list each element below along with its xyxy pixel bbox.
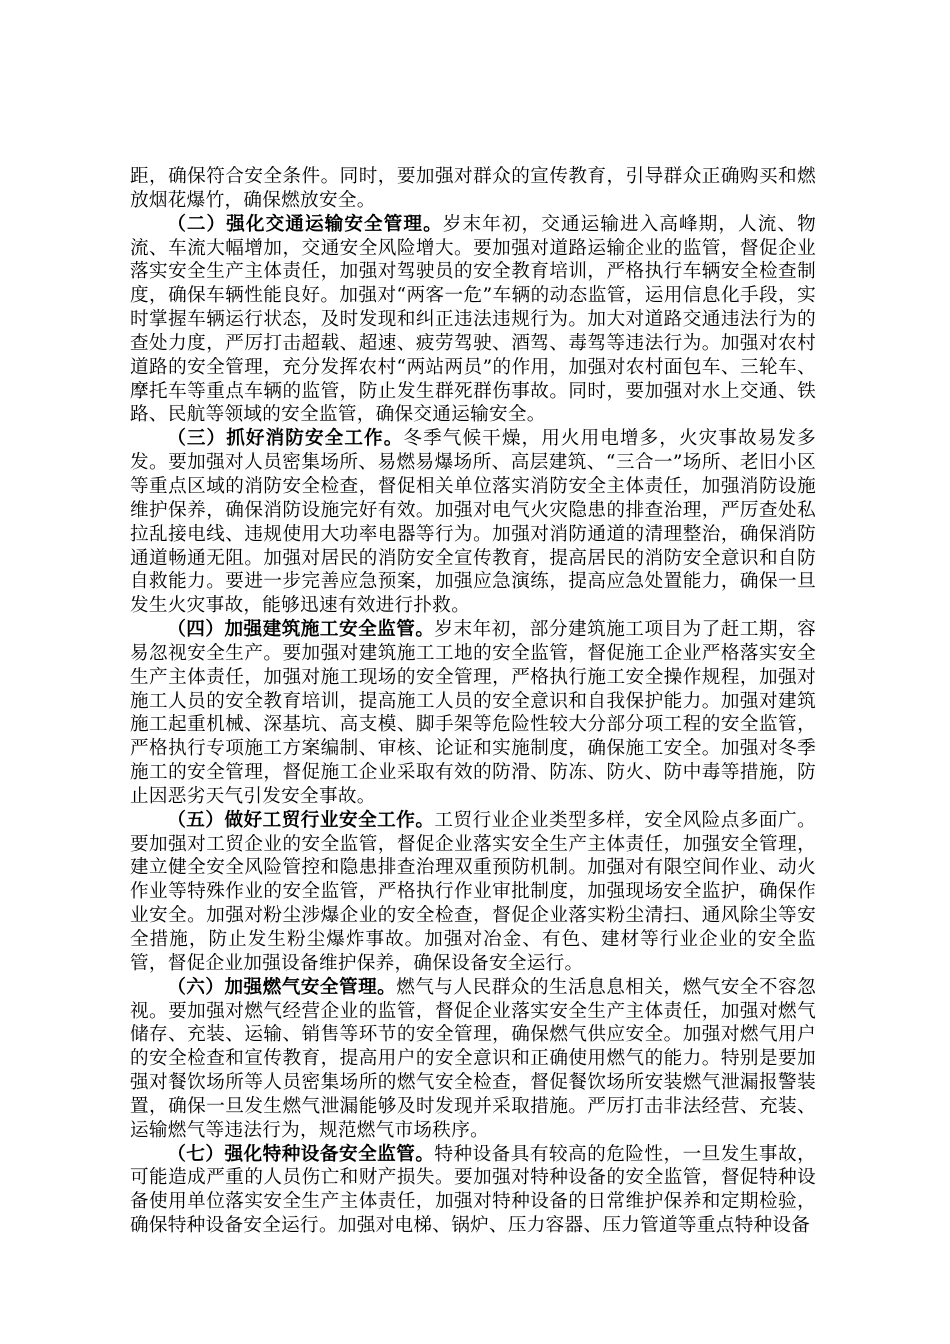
paragraph-text: 冬季气候干燥，用火用电增多，火灾事故易发多发。要加强对人员密集场所、易燃易爆场所、高层建筑、“三合一”场所、老旧小区等重点区域的消防安全检查，督促相关单位落实消防安全主体责任，加强消防设施维护保养，确保消防设施完好有效。加强对电气火灾隐患的排查治理，严厉查处私拉乱接电线、违规使用大功率电器等行为。加强对消防通道的清理整治，确保消防通道畅通无阻。加强对居民的消防安全宣传教育，提高居民的消防安全意识和自防自救能力。要进一步完善应急预案，加强应急演练，提高应急处置能力，确保一旦发生火灾事故，能够迅速有效进行扑救。 (130, 428, 816, 617)
document-body (130, 165, 816, 1238)
paragraph-construction-safety (130, 618, 816, 809)
paragraph-text: 岁末年初，部分建筑施工项目为了赶工期，容易忽视安全生产。要加强对建筑施工工地的安全监管，督促施工企业严格落实安全生产主体责任，加强对施工现场的安全管理，严格执行施工安全操作规程，加强对施工人员的安全教育培训，提高施工人员的安全意识和自我保护能力。加强对建筑施工起重机械、深基坑、高支模、脚手架等危险性较大分部分项工程的安全监管，严格执行专项施工方案编制、审核、论证和实施制度，确保施工安全。加强对冬季施工的安全管理，督促施工企业采取有效的防滑、防冻、防火、防中毒等措施，防止因恶劣天气引发安全事故。 (130, 619, 816, 807)
paragraph-industry-trade-safety (130, 809, 816, 976)
paragraph-text: 燃气与人民群众的生活息息相关，燃气安全不容忽视。要加强对燃气经营企业的监管，督促企业落实安全生产主体责任，加强对燃气储存、充装、运输、销售等环节的安全管理，确保燃气供应安全。加强对燃气用户的安全检查和宣传教育，提高用户的安全意识和正确使用燃气的能力。特别是要加强对餐饮场所等人员密集场所的燃气安全检查，督促餐饮场所安装燃气泄漏报警装置，确保一旦发生燃气泄漏能够及时发现并采取措施。严厉打击非法经营、充装、运输燃气等违法行为，规范燃气市场秩序。 (130, 976, 816, 1141)
paragraph-text: 岁末年初，交通运输进入高峰期，人流、物流、车流大幅增加，交通安全风险增大。要加强对道路运输企业的监管，督促企业落实安全生产主体责任，加强对驾驶员的安全教育培训，严格执行车辆安全检查制度，确保车辆性能良好。加强对“两客一危”车辆的动态监管，运用信息化手段，实时掌握车辆运行状态，及时发现和纠正违法违规行为。加大对道路交通违法行为的查处力度，严厉打击超载、超速、疲劳驾驶、酒驾、毒驾等违法行为。加强对农村道路的安全管理，充分发挥农村“两站两员”的作用，加强对农村面包车、三轮车、摩托车等重点车辆的监管，防止发生群死群伤事故。同时，要加强对水上交通、铁路、民航等领域的安全监管，确保交通运输安全。 (130, 213, 817, 426)
paragraph-text: 距，确保符合安全条件。同时，要加强对群众的宣传教育，引导群众正确购买和燃放烟花爆竹，确保燃放安全。 (130, 166, 816, 211)
section-heading: （五）做好工贸行业安全工作。 (167, 809, 435, 831)
paragraph-continuation (130, 165, 816, 213)
paragraph-text: 特种设备具有较高的危险性，一旦发生事故，可能造成严重的人员伤亡和财产损失。要加强对特种设备的安全监管，督促特种设备使用单位落实安全生产主体责任，加强对特种设备的日常维护保养和定期检验，确保特种设备安全运行。加强对电梯、锅炉、压力容器、压力管道等重点特种设备 (130, 1143, 816, 1237)
paragraph-text: 工贸行业企业类型多样，安全风险点多面广。要加强对工贸企业的安全监管，督促企业落实安全生产主体责任，加强安全管理，建立健全安全风险管控和隐患排查治理双重预防机制。加强对有限空间作业、动火作业等特殊作业的安全监管，严格执行作业审批制度，加强现场安全监护，确保作业安全。加强对粉尘涉爆企业的安全检查，督促企业落实粉尘清扫、通风除尘等安全措施，防止发生粉尘爆炸事故。加强对冶金、有色、建材等行业企业的安全监管，督促企业加强设备维护保养，确保设备安全运行。 (130, 809, 816, 974)
section-heading: （二）强化交通运输安全管理。 (167, 213, 443, 235)
paragraph-gas-safety (130, 976, 816, 1143)
section-heading: （三）抓好消防安全工作。 (167, 428, 404, 450)
section-heading: （四）加强建筑施工安全监管。 (167, 619, 435, 641)
paragraph-fire-safety (130, 427, 816, 618)
paragraph-traffic-safety (130, 213, 816, 428)
section-heading: （七）强化特种设备安全监管。 (167, 1143, 435, 1165)
paragraph-special-equipment-safety (130, 1143, 816, 1238)
section-heading: （六）加强燃气安全管理。 (167, 976, 397, 998)
